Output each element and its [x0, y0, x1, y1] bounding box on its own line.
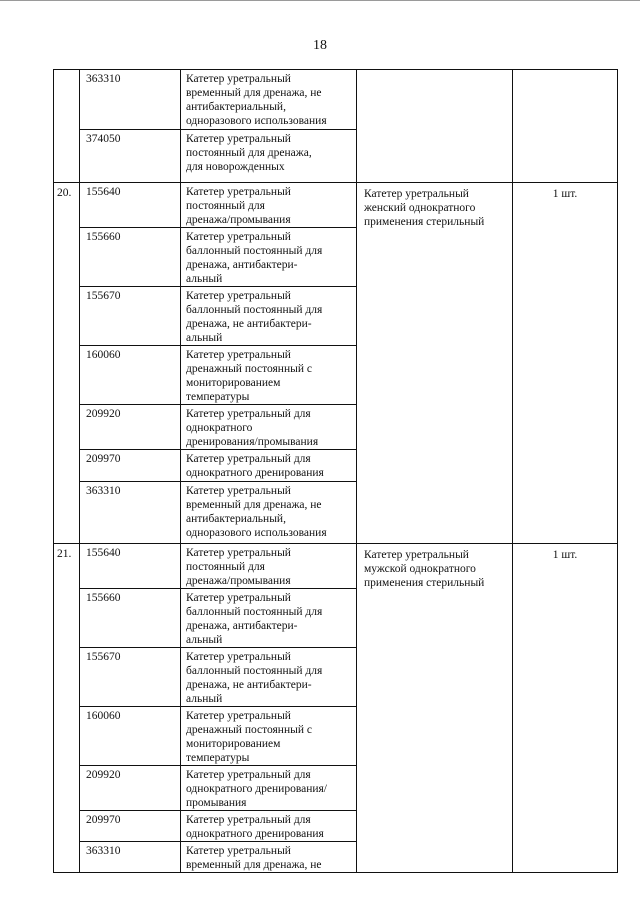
quantity: 1 шт.	[552, 549, 578, 561]
item-code: 374050	[80, 130, 181, 182]
item-code: 209920	[80, 405, 181, 449]
medical-product-name: Катетер уретральный женский однократного применения стерильный	[357, 183, 513, 543]
code-item	[80, 588, 356, 647]
item-name: Катетер уретральный постоянный для дренажа/промывания	[186, 186, 291, 226]
code-list	[80, 183, 357, 543]
code-item	[80, 481, 356, 543]
item-code: 155640	[80, 183, 181, 227]
item-name: Катетер уретральный баллонный постоянный для дренажа, не антибактери- альный	[186, 651, 323, 705]
item-name: Катетер уретральный для однократного дренирования/промывания	[186, 408, 319, 449]
code-list	[80, 544, 357, 872]
item-code: 155660	[80, 228, 181, 286]
page-number: 18	[313, 38, 327, 53]
code-item	[80, 70, 356, 129]
row-number	[54, 70, 80, 182]
item-code: 363310	[80, 842, 181, 872]
medical-product-name: Катетер уретральный мужской однократного применения стерильный	[357, 544, 513, 872]
medical-product-name	[357, 70, 513, 182]
table-row-group	[53, 69, 618, 182]
code-item	[80, 129, 356, 182]
item-name: Катетер уретральный постоянный для дренажа, для новорожденных	[186, 133, 312, 174]
code-item	[80, 345, 356, 404]
item-name: Катетер уретральный баллонный постоянный для дренажа, антибактери- альный	[186, 231, 323, 285]
quantity	[513, 70, 617, 182]
item-code: 363310	[80, 482, 181, 543]
item-code: 155640	[80, 544, 181, 588]
row-number: 20.	[54, 183, 80, 543]
code-item	[80, 647, 356, 706]
item-name: Катетер уретральный баллонный постоянный для дренажа, не антибактери- альный	[186, 290, 323, 344]
item-name: Катетер уретральный постоянный для дренажа/промывания	[186, 547, 291, 587]
item-code: 209920	[80, 766, 181, 810]
item-code: 209970	[80, 450, 181, 480]
item-code: 155670	[80, 648, 181, 706]
quantity: 1 шт.	[552, 188, 578, 200]
item-name: Катетер уретральный дренажный постоянный с мониторированием температуры	[186, 349, 312, 403]
item-code: 155660	[80, 589, 181, 647]
code-list	[80, 70, 357, 182]
page-top-edge	[0, 0, 640, 1]
code-item	[80, 841, 356, 872]
item-code: 160060	[80, 346, 181, 404]
code-item	[80, 765, 356, 810]
item-name: Катетер уретральный дренажный постоянный с мониторированием температуры	[186, 710, 312, 764]
code-item	[80, 183, 356, 227]
table-row-group	[53, 182, 618, 543]
item-code: 160060	[80, 707, 181, 765]
code-item	[80, 404, 356, 449]
item-name: Катетер уретральный временный для дренажа, не антибактериальный, одноразового использования	[186, 73, 327, 127]
item-name: Катетер уретральный для однократного дренирования	[186, 814, 324, 840]
item-name: Катетер уретральный для однократного дренирования/ промывания	[186, 769, 327, 809]
code-item	[80, 449, 356, 480]
code-item	[80, 227, 356, 286]
code-item	[80, 544, 356, 588]
item-name: Катетер уретральный для однократного дренирования	[186, 453, 324, 480]
table-row-group	[53, 543, 618, 873]
code-item	[80, 706, 356, 765]
item-name: Катетер уретральный временный для дренажа, не	[186, 845, 322, 871]
item-name: Катетер уретральный баллонный постоянный для дренажа, антибактери- альный	[186, 592, 323, 646]
code-item	[80, 286, 356, 345]
item-code: 155670	[80, 287, 181, 345]
item-name: Катетер уретральный временный для дренажа, не антибактериальный, одноразового использования	[186, 484, 327, 539]
item-code: 363310	[80, 70, 181, 129]
item-code: 209970	[80, 811, 181, 841]
catheter-table	[53, 69, 618, 873]
code-item	[80, 810, 356, 841]
row-number: 21.	[54, 544, 80, 872]
